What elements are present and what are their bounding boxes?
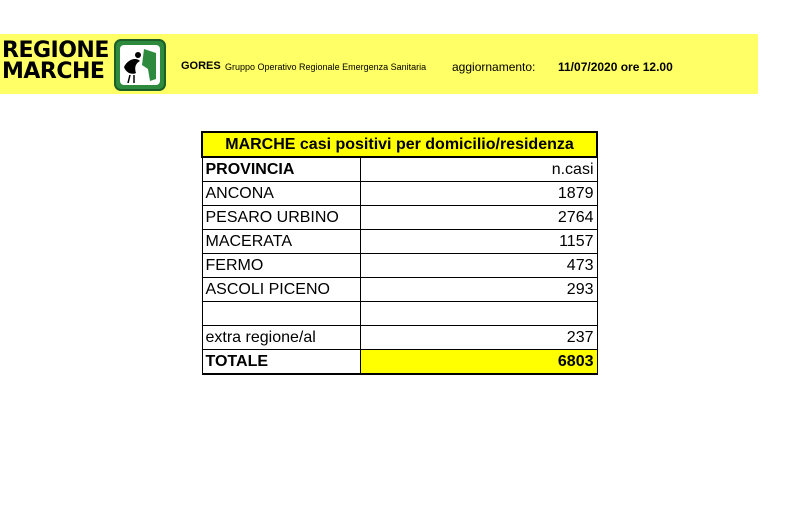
cases-cell: 473 <box>360 254 597 278</box>
table-row <box>202 326 597 350</box>
province-cell <box>202 302 360 326</box>
gores-label: GORES <box>181 60 221 72</box>
cases-cell: 2764 <box>360 206 597 230</box>
table-total-row <box>202 350 597 375</box>
update-label: aggiornamento: <box>452 60 536 74</box>
table-row <box>202 278 597 302</box>
table-row <box>202 182 597 206</box>
table-row <box>202 206 597 230</box>
province-cell: FERMO <box>202 254 360 278</box>
table-row <box>202 230 597 254</box>
update-value: 11/07/2020 ore 12.00 <box>558 60 673 74</box>
province-cell: MACERATA <box>202 230 360 254</box>
gores-description: Gruppo Operativo Regionale Emergenza Sanitaria <box>225 62 427 72</box>
table-row-empty <box>202 302 597 326</box>
cases-cell: 1157 <box>360 230 597 254</box>
regione-marche-logo <box>2 40 109 82</box>
cases-cell <box>360 302 597 326</box>
province-cell: PESARO URBINO <box>202 206 360 230</box>
province-cell: ASCOLI PICENO <box>202 278 360 302</box>
logo-line-2: MARCHE <box>2 59 105 84</box>
cases-cell: 293 <box>360 278 597 302</box>
cases-table <box>201 131 598 375</box>
table-title: MARCHE casi positivi per domicilio/residenza <box>202 132 597 157</box>
table-header-row <box>202 157 597 182</box>
table-row <box>202 254 597 278</box>
header-banner <box>0 34 758 94</box>
column-header-cases: n.casi <box>360 157 597 182</box>
logo-line-1: REGIONE <box>2 38 109 63</box>
column-header-province: PROVINCIA <box>202 157 360 182</box>
regione-marche-emblem-icon <box>114 39 166 91</box>
province-cell: ANCONA <box>202 182 360 206</box>
table-title-row <box>202 132 597 157</box>
total-value: 6803 <box>360 350 597 375</box>
province-cell: extra regione/al <box>202 326 360 350</box>
cases-cell: 237 <box>360 326 597 350</box>
cases-cell: 1879 <box>360 182 597 206</box>
total-label: TOTALE <box>202 350 360 375</box>
